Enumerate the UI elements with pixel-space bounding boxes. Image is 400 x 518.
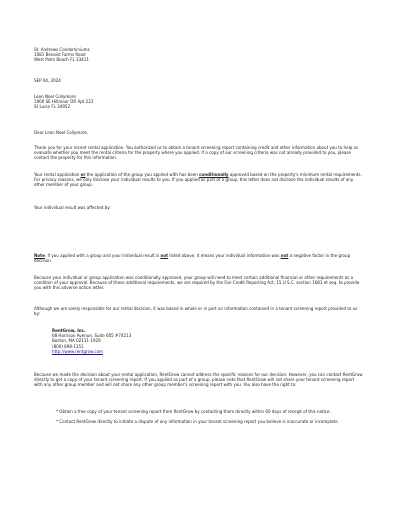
note-paragraph (34, 253, 364, 263)
recipient-street: 1900 SE Hillmoor DR Apt 223 (34, 99, 94, 105)
affected-by-text: Your individual result was affected by: (34, 205, 111, 210)
note-text-1: : If you applied with a group and your individual result is (44, 253, 161, 258)
paragraph-conditional (34, 275, 364, 291)
paragraph-affected-by (34, 205, 364, 210)
approval-text-2: the application of the group you applied with has been (85, 172, 200, 177)
note-not-word-2: not (280, 253, 289, 258)
paragraph-approval (34, 172, 364, 188)
recipient-city: St Lucie FL 34952 (34, 104, 71, 110)
salutation-text: Dear Leon Noel Collymore, (34, 130, 89, 135)
paragraph-conditional-text: Because your individual or group application was conditionally approved, your group will need to meet certain additional financial or other requirements as a condition of your approval. Because of these additional requirements, we are required by the Fair Credit Reporting Act, 15 U.S.C. section 1681 et seq. to provide you with this adverse action letter. (34, 275, 360, 291)
note-text (34, 253, 364, 263)
sender-city: West Palm Beach FL 33411 (34, 57, 89, 63)
letter-date (34, 78, 364, 83)
approval-text-3: approved based on the property's minimum rental requirements. For privacy reasons, we only disclose your individual results to you. If you applied as part of a group, this letter does not disclose the individual results of any other member of your group. (34, 172, 362, 188)
agency-name: RentGrow, Inc. (52, 328, 86, 333)
paragraph-thank-you-text: Thank you for your recent rental application. You authorized us to obtain a tenant screening report containing credit and other information about you to help us evaluate whether you meet the rental criteria for the property where you applied. If a copy of our screening criteria was not already provided to you, please contact the property for this information. (34, 145, 359, 161)
note-label: Note (34, 253, 45, 258)
sender-name: St. Andrews Condominiums (34, 47, 90, 52)
note-text-3: a negative factor in the group decision. (34, 253, 351, 264)
note-text-2: listed above, it means your individual information was (168, 253, 281, 258)
approval-text-1: Your rental application (34, 172, 81, 177)
sender-street: 1081 Benoist Farms Road (34, 52, 86, 58)
note-not-word: not (160, 253, 169, 258)
approval-conditionally-word: conditionally (199, 172, 229, 177)
salutation (34, 130, 364, 135)
paragraph-responsible-text: Although we are solely responsible for our rental decision, it was based in whole or in part on information contained in a tenant screening report provided to us by: (34, 306, 358, 317)
rights-bullet-1: * Obtain a free copy of your tenant screening report from RentGrow by contacting them directly within 60 days of receipt of this notice. (56, 409, 331, 414)
agency-address (34, 328, 364, 354)
date-text: SEP 04, 2024 (34, 78, 61, 83)
paragraph-approval-text (34, 172, 364, 188)
agency-phone: (800) 898-1351 (52, 343, 84, 349)
sender-address (34, 47, 364, 63)
paragraph-responsible (34, 306, 364, 316)
agency-city: Boston, MA 02111-1929 (52, 338, 101, 344)
rights-bullet-list (34, 409, 364, 424)
paragraph-rights-text: Because we made the decision about your rental application, RentGrow cannot address the specific reasons for our decision. However, you can contact RentGrow directly to get a copy of your tenant screening report. If you applied as part of a group, please note that RentGrow will not share your tenant screening report with any other group member and will not share any other group member's screening report with you. You also have the right to: (34, 372, 363, 388)
rights-bullet-2: * Contact RentGrow directly to initiate a dispute of any information in your tenant screening report you believe is inaccurate or incomplete. (56, 419, 339, 425)
agency-url-link[interactable]: http://www.rentgrow.com (52, 348, 103, 354)
agency-street: 68 Harrison Avenue, Suite 605 #74213 (52, 333, 132, 339)
recipient-name: Leon Noel Collymore (34, 94, 76, 99)
paragraph-thank-you (34, 145, 364, 161)
recipient-address (34, 94, 364, 110)
paragraph-rights (34, 372, 364, 388)
approval-or-word: or (80, 172, 86, 177)
